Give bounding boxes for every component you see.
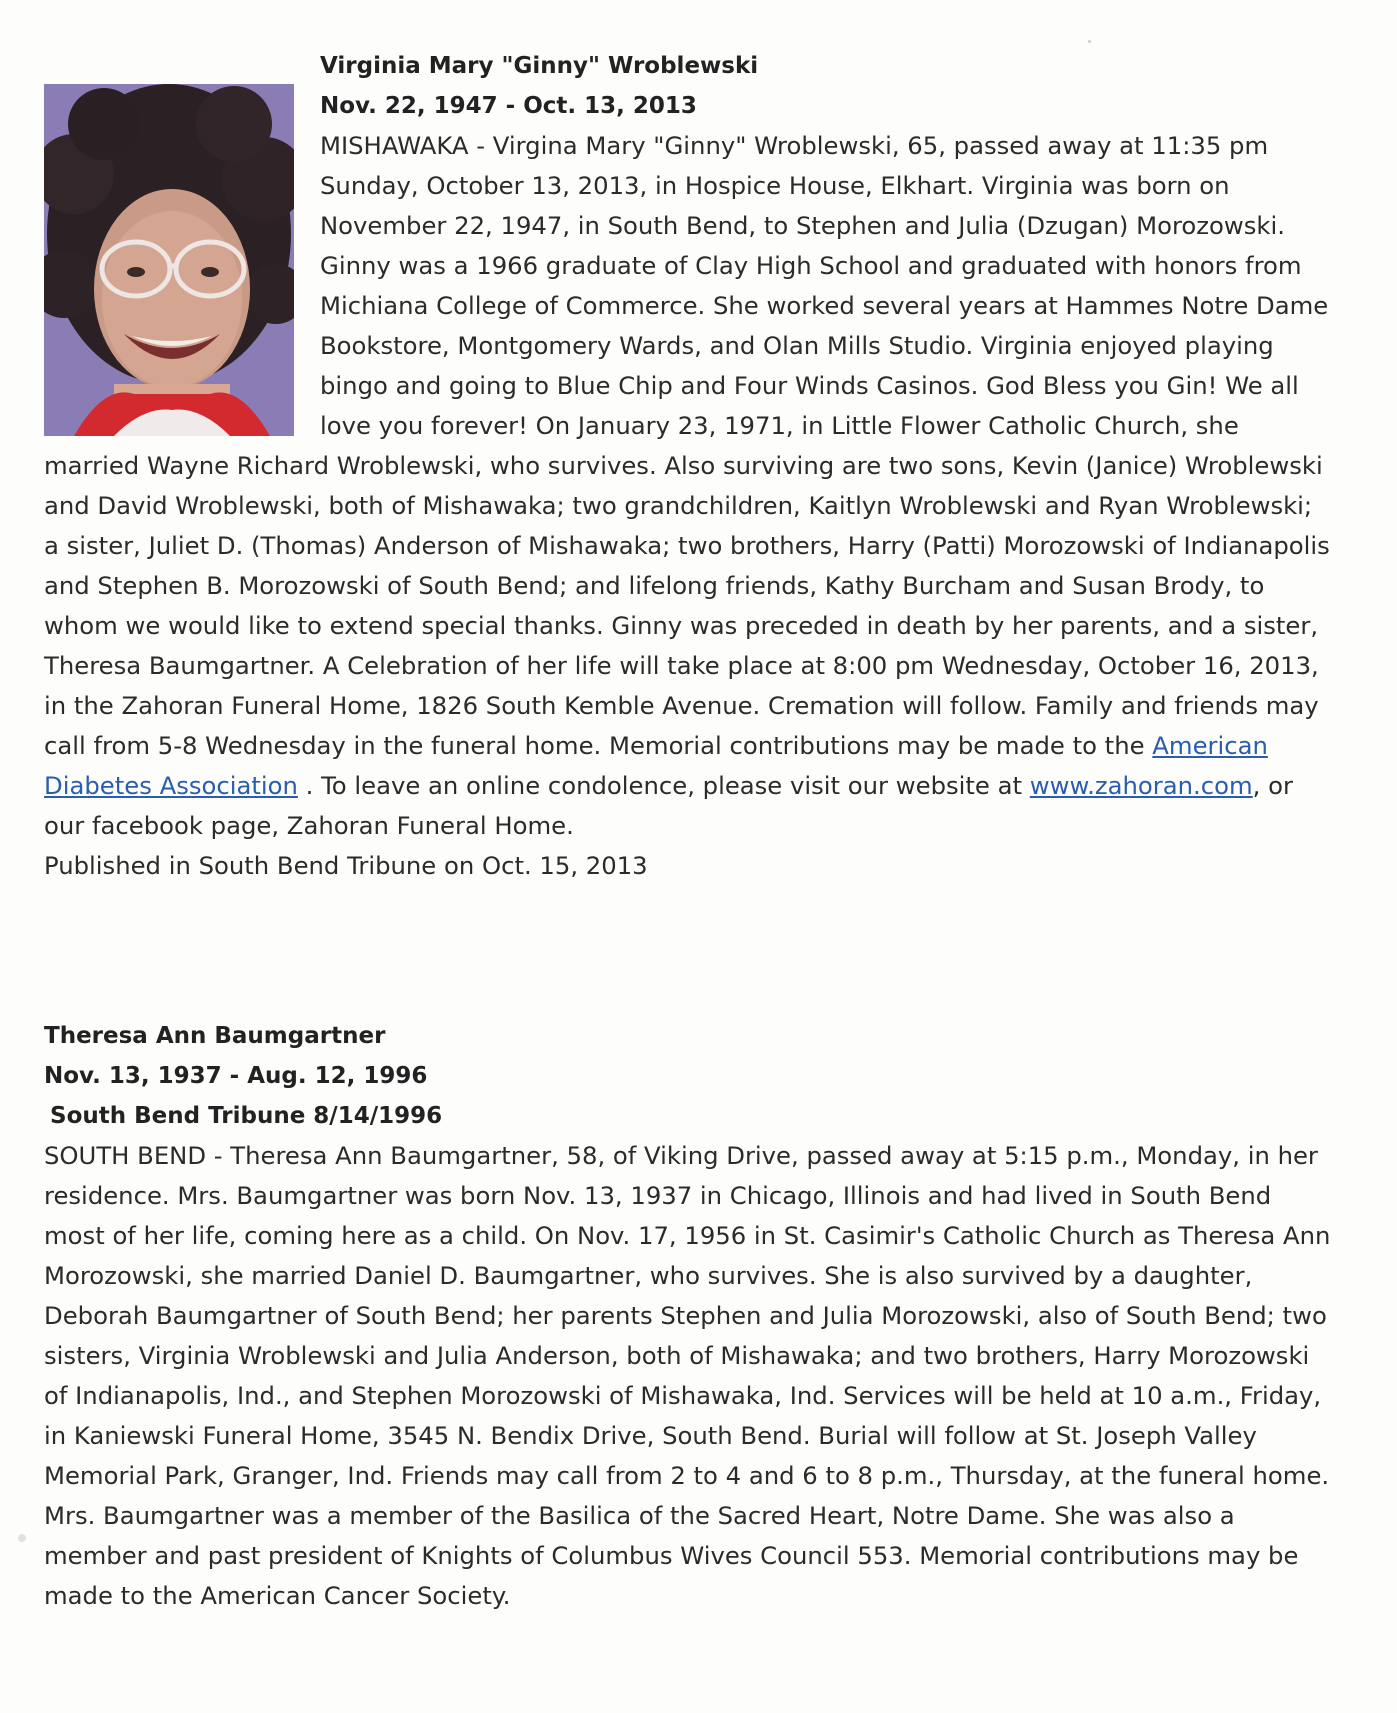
obituary-text-end: , or our facebook page, Zahoran Funeral Home. — [44, 771, 1293, 840]
obituary-dates: Nov. 13, 1937 - Aug. 12, 1996 — [44, 1063, 428, 1089]
obituary-name: Theresa Ann Baumgartner — [44, 1023, 386, 1049]
scan-speck — [18, 1534, 26, 1542]
obituary-text: MISHAWAKA - Virgina Mary "Ginny" Wroblewski, 65, passed away at 11:35 pm Sunday, October 13, 2013, in Hospice House, Elkhart. Virginia was born on November 22, 1947, in South Bend, to Stephen and Julia (Dzugan) Morozowski. Ginny was a 1966 graduate of Clay High School and graduated with honors from Michiana College of Commerce. She worked several years at Hammes Notre Dame Bookstore, Montgomery Wards, and Olan Mills Studio. Virginia enjoyed playing bingo and going to Blue Chip and Four Winds Casinos. God Bless you Gin! We all love you forever! On January 23, 1971, in Little Flower Catholic Church, she married Wayne Richard Wroblewski, who survives. Also surviving are two sons, Kevin (Janice) Wroblewski and David Wroblewski, both of Mishawaka; two grandchildren, Kaitlyn Wroblewski and Ryan Wroblewski; a sister, Juliet D. (Thomas) Anderson of Mishawaka; two brothers, Harry (Patti) Morozowski of Indianapolis and Stephen B. Morozowski of South Bend; and lifelong friends, Kathy Burcham and Susan Brody, to whom we would like to extend special thanks. Ginny was preceded in death by her parents, and a sister, Theresa Baumgartner. A Celebration of her life will take place at 8:00 pm Wednesday, October 16, 2013, in the Zahoran Funeral Home, 1826 South Kemble Avenue. Cremation will follow. Family and friends may call from 5-8 Wednesday in the funeral home. Memorial contributions may be made to the — [44, 131, 1330, 760]
obituary-virginia-wroblewski — [44, 46, 1334, 886]
american-diabetes-association-link[interactable]: American Diabetes Association — [44, 731, 1268, 800]
obituary-body: SOUTH BEND - Theresa Ann Baumgartner, 58, of Viking Drive, passed away at 5:15 p.m., Monday, in her residence. Mrs. Baumgartner was born Nov. 13, 1937 in Chicago, Illinois and had lived in South Bend most of her life, coming here as a child. On Nov. 17, 1956 in St. Casimir's Catholic Church as Theresa Ann Morozowski, she married Daniel D. Baumgartner, who survives. She is also survived by a daughter, Deborah Baumgartner of South Bend; her parents Stephen and Julia Morozowski, also of South Bend; two sisters, Virginia Wroblewski and Julia Anderson, both of Mishawaka; and two brothers, Harry Morozowski of Indianapolis, Ind., and Stephen Morozowski of Mishawaka, Ind. Services will be held at 10 a.m., Friday, in Kaniewski Funeral Home, 3545 N. Bendix Drive, South Bend. Burial will follow at St. Joseph Valley Memorial Park, Granger, Ind. Friends may call from 2 to 4 and 6 to 8 p.m., Thursday, at the funeral home. Mrs. Baumgartner was a member of the Basilica of the Sacred Heart, Notre Dame. She was also a member and past president of Knights of Columbus Wives Council 553. Memorial contributions may be made to the American Cancer Society. — [44, 1141, 1331, 1610]
obituary-theresa-baumgartner — [44, 1016, 1334, 1616]
portrait-photo — [44, 84, 294, 436]
obituary-text-cont: . To leave an online condolence, please visit our website at — [297, 771, 1030, 800]
scan-speck — [1088, 40, 1091, 43]
portrait-image — [44, 84, 294, 436]
obituary-source: South Bend Tribune 8/14/1996 — [50, 1103, 443, 1129]
published-note: Published in South Bend Tribune on Oct. 15, 2013 — [44, 851, 648, 880]
obituary-dates: Nov. 22, 1947 - Oct. 13, 2013 — [320, 93, 697, 119]
obituary-name: Virginia Mary "Ginny" Wroblewski — [320, 53, 759, 79]
zahoran-website-link[interactable]: www.zahoran.com — [1029, 771, 1253, 800]
